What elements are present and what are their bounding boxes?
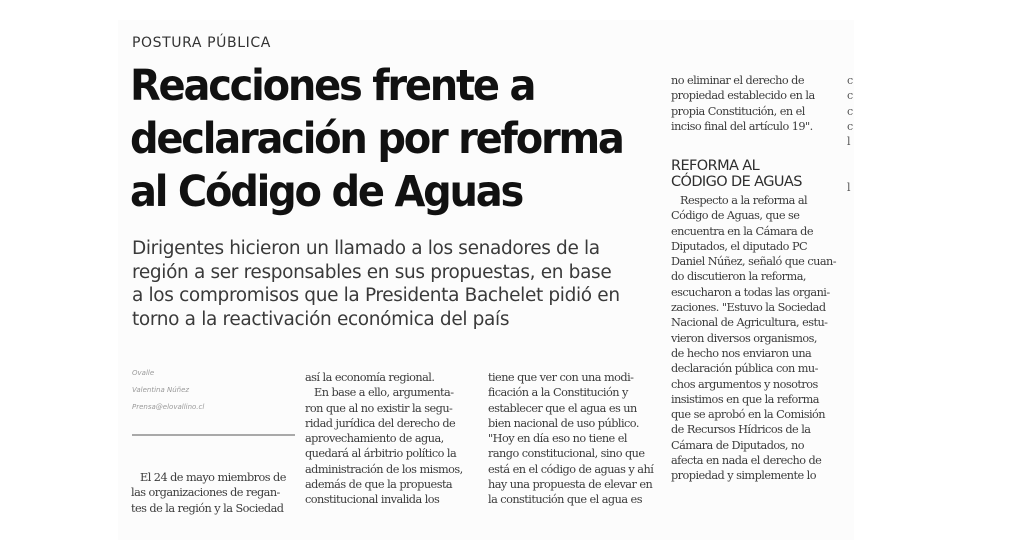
- body-line: rango constitucional, sino que: [488, 447, 645, 461]
- cropped-fragment: l: [847, 181, 851, 195]
- body-column-5-cropped: [847, 73, 853, 195]
- body-column-3: [488, 370, 658, 508]
- body-line: inciso final del artículo 19".: [671, 119, 813, 133]
- body-line: insistimos en que la reforma: [671, 392, 819, 406]
- body-line: vieron diversos organismos,: [671, 331, 817, 345]
- body-line: zaciones. "Estuvo la Sociedad: [671, 301, 826, 315]
- body-line: escucharon a todas las organi-: [671, 285, 830, 299]
- lede-line: Dirigentes hicieron un llamado a los senadores de la: [132, 238, 600, 259]
- body-line: constitucional invalida los: [305, 493, 440, 507]
- body-line: no eliminar el derecho de: [671, 74, 804, 87]
- body-column-2: [305, 370, 475, 508]
- body-line: "Hoy en día eso no tiene el: [488, 432, 627, 446]
- body-line: bien nacional de uso público.: [488, 416, 639, 430]
- byline: [132, 365, 204, 416]
- byline-author: Valentina Núñez: [132, 386, 190, 394]
- body-line: está en el código de aguas y ahí: [488, 462, 654, 476]
- body-line: propiedad establecido en la: [671, 89, 815, 103]
- headline-line: declaración por reforma: [130, 114, 623, 164]
- headline-line: Reacciones frente a: [130, 61, 535, 111]
- body-line: además de que la propuesta: [305, 478, 453, 492]
- body-column-4-top: [671, 73, 836, 134]
- body-line: quedará al árbitrio político la: [305, 447, 457, 461]
- section-subhead: [671, 158, 802, 190]
- cropped-fragment: c: [847, 104, 854, 118]
- byline-location: Ovalle: [132, 369, 155, 377]
- body-line: tes de la región y la Sociedad: [131, 501, 284, 515]
- body-line: de hecho nos enviaron una: [671, 346, 812, 360]
- headline: [130, 60, 632, 219]
- body-line: Cámara de Diputados, no: [671, 438, 804, 452]
- body-line: establecer que el agua es un: [488, 401, 637, 415]
- subhead-line: REFORMA AL: [671, 158, 760, 174]
- body-line: El 24 de mayo miembros de: [140, 471, 286, 484]
- cropped-fragment: c: [847, 89, 854, 103]
- cropped-fragment: [847, 149, 853, 164]
- body-line: hay una propuesta de elevar en: [488, 478, 653, 492]
- body-line: propia Constitución, en el: [671, 104, 805, 118]
- cropped-fragment: [847, 165, 853, 180]
- body-column-4-bottom: [671, 193, 836, 484]
- body-line: administración de los mismos,: [305, 462, 463, 476]
- cropped-fragment: c: [847, 74, 854, 87]
- body-line: En base a ello, argumenta-: [314, 386, 454, 400]
- body-line: propiedad y simplemente lo: [671, 469, 816, 483]
- body-line: Respecto a la reforma al: [680, 194, 808, 207]
- byline-email: Prensa@elovallino.cl: [132, 403, 205, 411]
- lede-line: a los compromisos que la Presidenta Bachelet pidió en: [132, 285, 620, 306]
- body-line: la constitución que el agua es: [488, 493, 642, 507]
- body-column-1: [131, 470, 296, 516]
- body-line: chos argumentos y nosotros: [671, 377, 818, 391]
- body-line: que se aprobó en la Comisión: [671, 408, 825, 422]
- body-line: Código de Aguas, que se: [671, 209, 800, 223]
- body-line: tiene que ver con una modi-: [488, 371, 634, 384]
- body-line: afecta en nada el derecho de: [671, 454, 822, 468]
- section-kicker: POSTURA PÚBLICA: [132, 35, 271, 51]
- body-line: Nacional de Agricultura, estu-: [671, 316, 828, 330]
- body-line: Diputados, el diputado PC: [671, 239, 808, 253]
- lede-paragraph: [132, 237, 662, 331]
- body-line: aprovechamiento de agua,: [305, 432, 444, 446]
- body-line: declaración pública con mu-: [671, 362, 818, 376]
- cropped-fragment: c: [847, 119, 854, 133]
- body-line: de Recursos Hídricos de la: [671, 423, 811, 437]
- headline-line: al Código de Aguas: [130, 167, 523, 217]
- body-line: ron que al no existir la segu-: [305, 401, 453, 415]
- subhead-line: CÓDIGO DE AGUAS: [671, 174, 802, 190]
- body-line: las organizaciones de regan-: [131, 486, 280, 500]
- cropped-fragment: l: [847, 135, 851, 149]
- byline-divider: [132, 434, 295, 436]
- body-line: do discutieron la reforma,: [671, 270, 806, 284]
- body-line: así la economía regional.: [305, 371, 435, 384]
- body-line: ridad jurídica del derecho de: [305, 416, 456, 430]
- body-line: encuentra en la Cámara de: [671, 224, 814, 238]
- body-line: Daniel Núñez, señaló que cuan-: [671, 255, 837, 269]
- lede-line: torno a la reactivación económica del país: [132, 308, 510, 330]
- lede-line: región a ser responsables en sus propuestas, en base: [132, 261, 612, 283]
- body-line: ficación a la Constitución y: [488, 386, 628, 400]
